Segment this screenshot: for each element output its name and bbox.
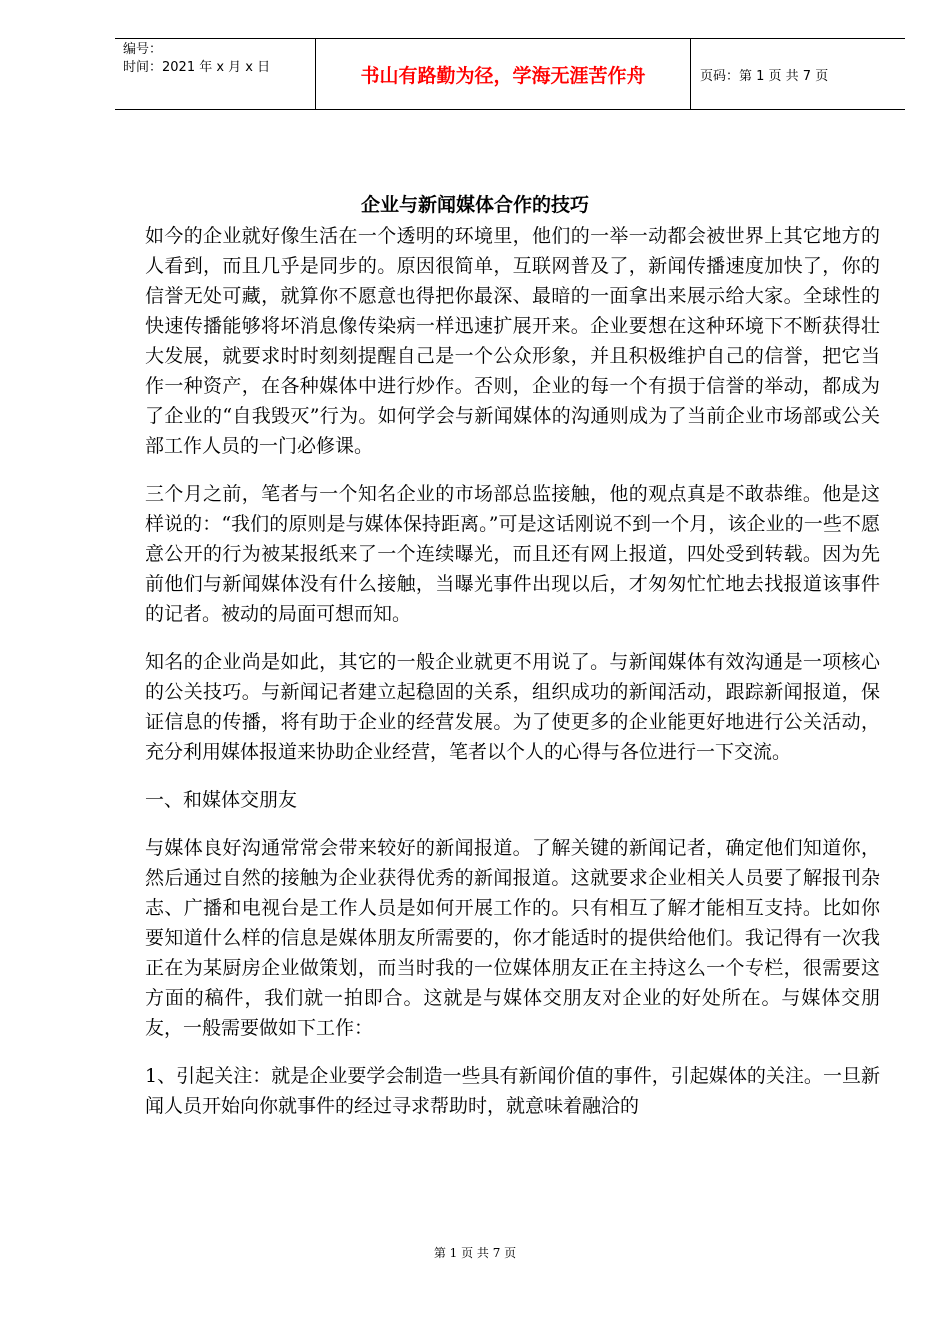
document-title: 企业与新闻媒体合作的技巧: [360, 194, 589, 216]
paragraph: 与媒体良好沟通常常会带来较好的新闻报道。了解关键的新闻记者，确定他们知道你，然后通过自然的接触为企业获得优秀的新闻报道。这就要求企业相关人员要了解报刊杂志、广播和电视台是工作人员是如何开展工作的。只有相互了解才能相互支持。比如你要知道什么样的信息是媒体朋友所需要的，你才能适时的提供给他们。我记得有一次我正在为某厨房企业做策划，而当时我的一位媒体朋友正在主持这么一个专栏，很需要这方面的稿件，我们就一拍即合。这就是与媒体交朋友对企业的好处所在。与媒体交朋友，一般需要做如下工作：: [145, 837, 880, 1039]
paragraph: 三个月之前，笔者与一个知名企业的市场部总监接触，他的观点真是不敢恭维。他是这样说的：“我们的原则是与媒体保持距离。”可是这话刚说不到一个月，该企业的一些不愿意公开的行为被某报纸来了一个连续曝光，而且还有网上报道，四处受到转载。因为先前他们与新闻媒体没有什么接触，当曝光事件出现以后，才匆匆忙忙地去找报道该事件的记者。被动的局面可想而知。: [145, 483, 880, 625]
page-header: [115, 38, 905, 110]
time-label: 时间：2021 年 x 月 x 日: [123, 60, 271, 75]
paragraph: 1、引起关注：就是企业要学会制造一些具有新闻价值的事件，引起媒体的关注。一旦新闻人员开始向你就事件的经过寻求帮助时，就意味着融洽的: [145, 1065, 880, 1117]
header-page-info: 页码：第 1 页 共 7 页: [700, 68, 829, 84]
document-body: [145, 221, 880, 1139]
number-label: 编号：: [123, 42, 163, 57]
paragraph: 如今的企业就好像生活在一个透明的环境里，他们的一举一动都会被世界上其它地方的人看到，而且几乎是同步的。原因很简单，互联网普及了，新闻传播速度加快了，你的信誉无处可藏，就算你不愿意也得把你最深、最暗的一面拿出来展示给大家。全球性的快速传播能够将坏消息像传染病一样迅速扩展开来。企业要想在这种环境下不断获得壮大发展，就要求时时刻刻提醒自己是一个公众形象，并且积极维护自己的信誉，把它当作一种资产，在各种媒体中进行炒作。否则，企业的每一个有损于信誉的举动，都成为了企业的“自我毁灭”行为。如何学会与新闻媒体的沟通则成为了当前企业市场部或公关部工作人员的一门必修课。: [145, 225, 880, 457]
page-footer: 第 1 页 共 7 页: [433, 1246, 517, 1260]
paragraph: 知名的企业尚是如此，其它的一般企业就更不用说了。与新闻媒体有效沟通是一项核心的公关技巧。与新闻记者建立起稳固的关系，组织成功的新闻活动，跟踪新闻报道，保证信息的传播，将有助于企业的经营发展。为了使更多的企业能更好地进行公关活动，充分利用媒体报道来协助企业经营，笔者以个人的心得与各位进行一下交流。: [145, 651, 880, 763]
header-motto: 书山有路勤为径，学海无涯苦作舟: [315, 39, 691, 109]
header-meta: [123, 41, 313, 77]
section-heading: 一、和媒体交朋友: [145, 789, 298, 811]
